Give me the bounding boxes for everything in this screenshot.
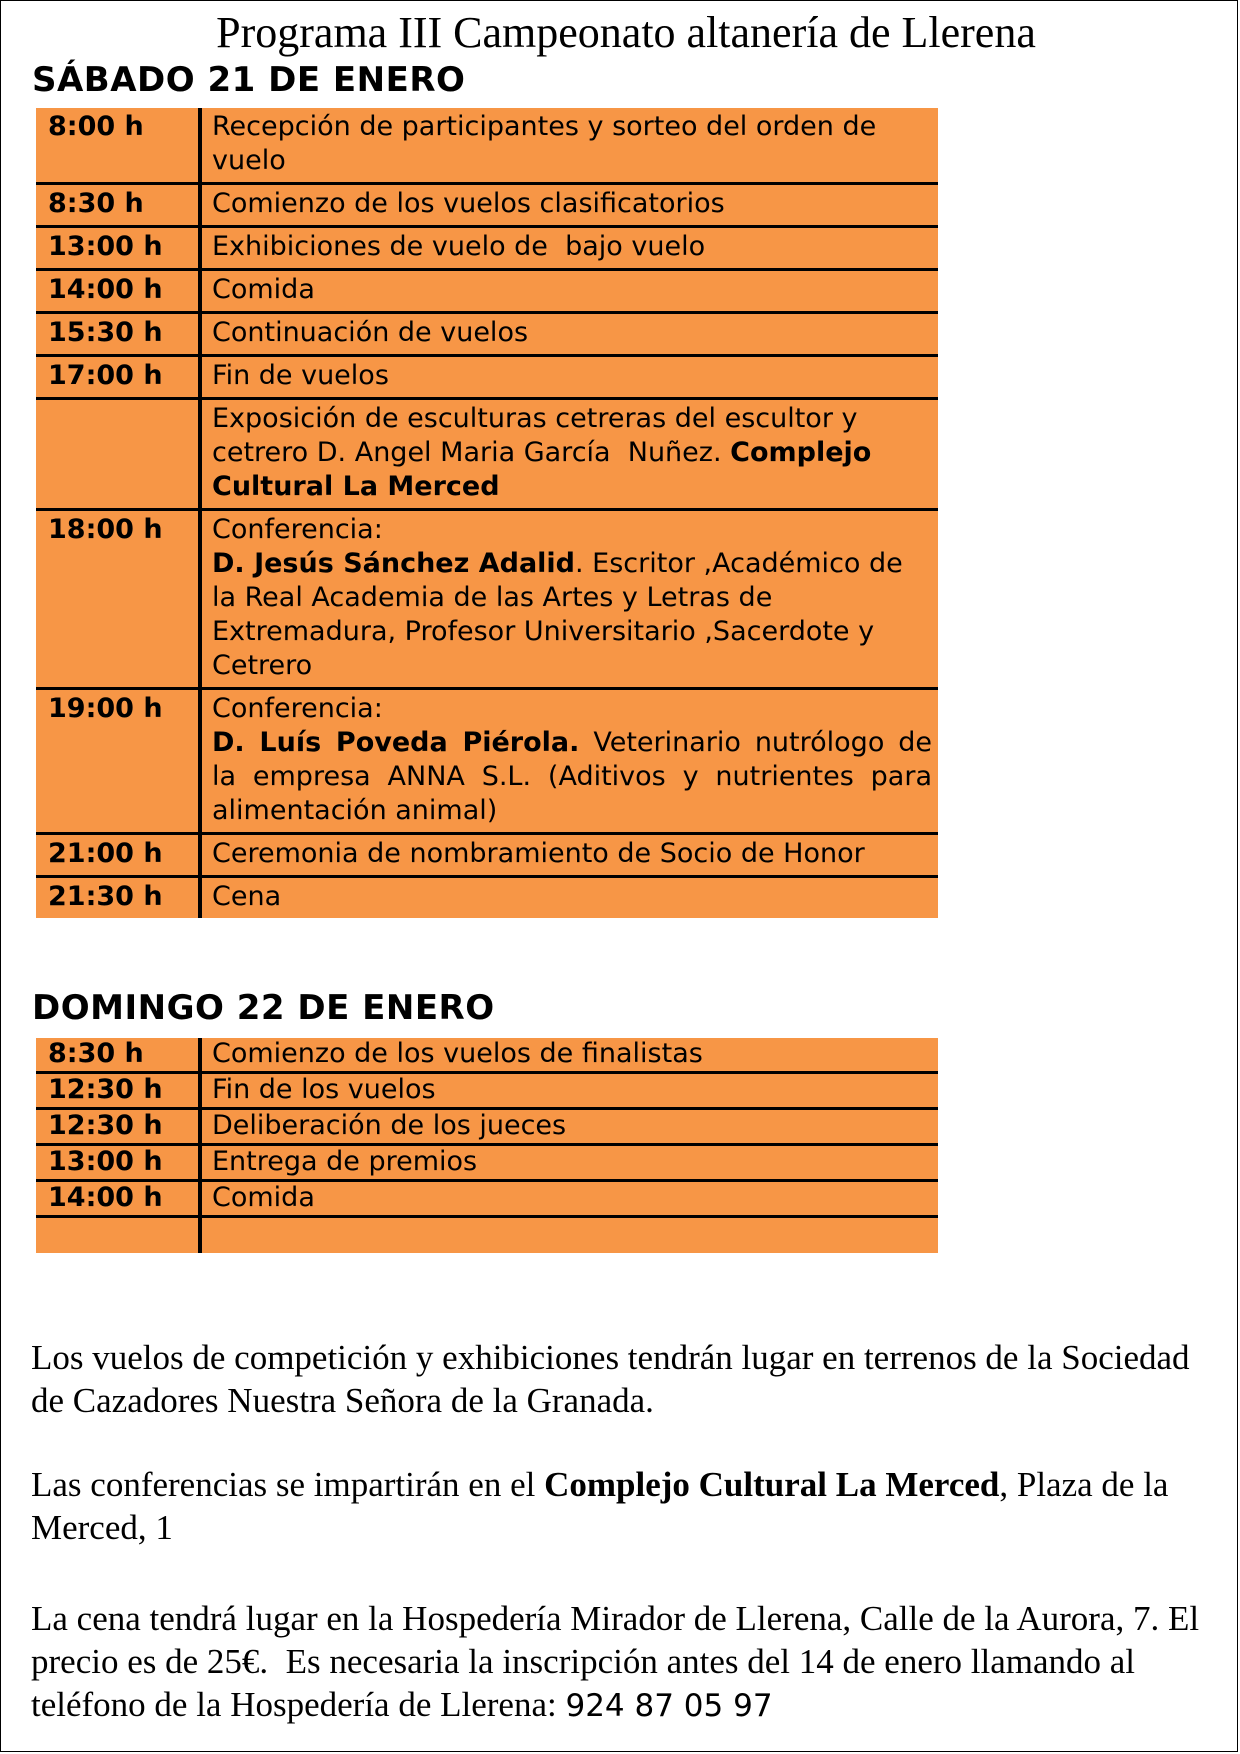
time-cell: 19:00 h [36,689,200,834]
table-row [36,184,938,227]
table-row [36,510,938,689]
speaker-name: D. Luís Poveda Piérola. [212,727,580,758]
saturday-schedule-table [36,108,941,918]
page-title: Programa III Campeonato altanería de Llerena [216,8,1036,57]
time-cell: 18:00 h [36,510,200,689]
table-row [36,108,938,184]
exhibition-text: Exposición de esculturas cetreras del escultor y cetrero D. Angel Maria García Nuñez. [212,403,867,468]
activity-cell: Fin de los vuelos [200,1073,938,1109]
time-cell: 15:30 h [36,313,200,356]
time-cell [36,399,200,510]
sunday-heading: DOMINGO 22 DE ENERO [32,988,495,1028]
conference-label: Conferencia: [212,514,383,545]
table-row [36,1109,938,1145]
activity-cell: Comida [200,270,938,313]
activity-cell: Comida [200,1181,938,1217]
activity-cell: Deliberación de los jueces [200,1109,938,1145]
dinner-note-text: La cena tendrá lugar en la Hospedería Mirador de Llerena, Calle de la Aurora, 7. El precio es de 25€. Es necesaria la inscripción antes del 14 de enero llamando al teléfono de la Hospedería de Llerena: [31,1599,1208,1724]
activity-cell [200,510,938,689]
table-row [36,227,938,270]
table-row [36,399,938,510]
conferences-note-end: , Plaza de la Merced, 1 [31,1465,1169,1547]
phone-number: 924 87 05 97 [565,1688,773,1724]
time-cell: 14:00 h [36,1181,200,1217]
speaker-name: D. Jesús Sánchez Adalid [212,548,576,579]
speaker-description: Veterinario nutrólogo de la empresa ANNA S.L. (Aditivos y nutrientes para alimentación animal) [212,727,941,826]
table-row [36,1217,938,1254]
table-row [36,270,938,313]
time-cell: 13:00 h [36,227,200,270]
activity-cell: Entrega de premios [200,1145,938,1181]
time-cell: 21:30 h [36,877,200,919]
activity-cell: Cena [212,881,282,912]
activity-cell [200,1217,938,1254]
exhibition-venue: Complejo Cultural La Merced [212,437,872,502]
table-row [36,313,938,356]
table-row [36,1038,938,1073]
activity-cell: Recepción de participantes y sorteo del orden de vuelo [200,108,938,184]
conferences-venue: Complejo Cultural La Merced [544,1465,1000,1504]
table-row [36,1073,938,1109]
activity-cell: Exhibiciones de vuelo de bajo vuelo [200,227,938,270]
activity-cell: Fin de vuelos [200,356,938,399]
table-row [36,356,938,399]
table-row [36,834,938,877]
time-cell: 14:00 h [36,270,200,313]
time-cell: 17:00 h [36,356,200,399]
time-cell: 12:30 h [36,1109,200,1145]
dinner-note [31,1597,1221,1728]
activity-cell [200,689,941,834]
sunday-schedule-table [36,1038,938,1253]
table-row [36,689,938,834]
activity-cell: Continuación de vuelos [200,313,938,356]
time-cell: 8:00 h [36,108,200,184]
conference-label: Conferencia: [212,693,383,724]
table-row [36,877,938,919]
activity-cell: Comienzo de los vuelos de finalistas [200,1038,938,1073]
saturday-heading: SÁBADO 21 DE ENERO [32,60,466,100]
venue-note: Los vuelos de competición y exhibiciones tendrán lugar en terrenos de la Sociedad de Cazadores Nuestra Señora de la Granada. [31,1338,1190,1420]
table-row [36,1181,938,1217]
speaker-description: . Escritor ,Académico de la Real Academia de las Artes y Letras de Extremadura, Profesor Universitario ,Sacerdote y Cetrero [212,548,903,681]
conferences-note-start: Las conferencias se impartirán en el [31,1465,545,1504]
activity-cell: Ceremonia de nombramiento de Socio de Honor [200,834,938,877]
time-cell: 8:30 h [36,1038,200,1073]
time-cell: 12:30 h [36,1073,200,1109]
activity-cell: Comienzo de los vuelos clasificatorios [200,184,938,227]
time-cell [36,1217,200,1254]
time-cell: 8:30 h [36,184,200,227]
time-cell: 21:00 h [36,834,200,877]
time-cell: 13:00 h [36,1145,200,1181]
table-row [36,1145,938,1181]
conferences-note [31,1463,1221,1549]
activity-cell [200,399,938,510]
